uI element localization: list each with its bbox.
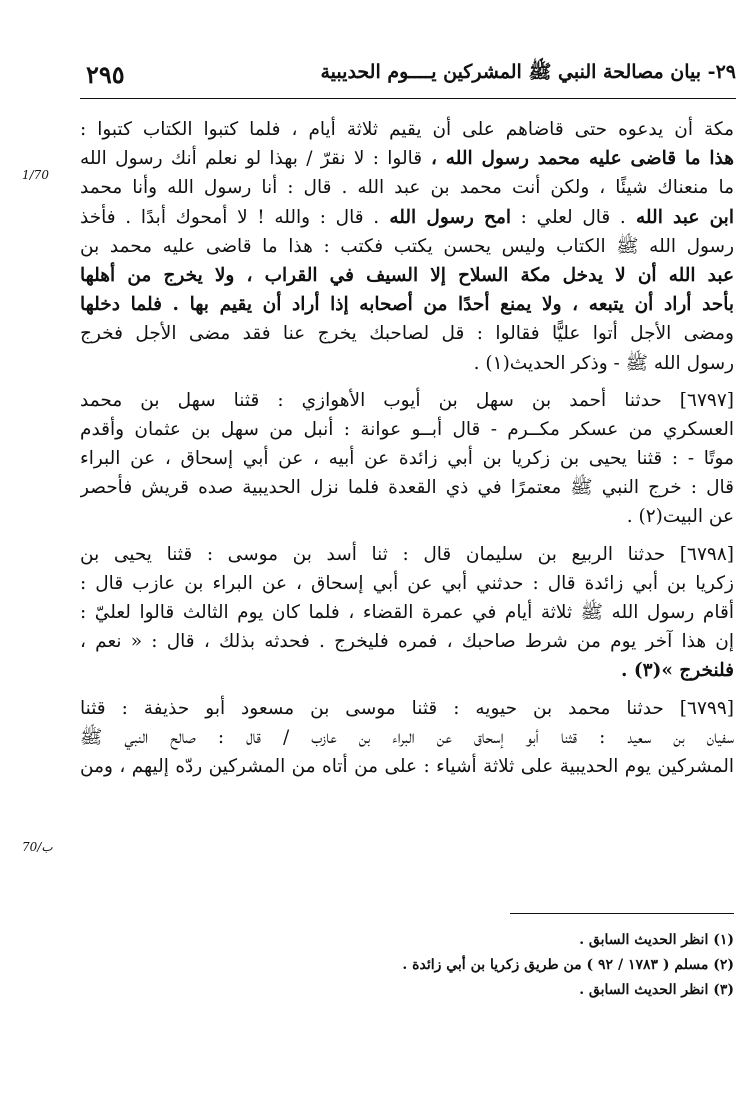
text-line: فلنخرج »(٣) . [621, 660, 734, 682]
text-line: عبد الله أن لا يدخل مكة السلاح إلا السيف في القراب ، ولا يخرج من أهلها [80, 264, 734, 286]
page-number: ٢٩٥ [86, 59, 125, 89]
text-line: أقام رسول الله ﷺ ثلاثة أيام في عمرة القضاء ، فلما كان يوم الثالث قالوا لعليّ : [80, 602, 734, 623]
text-line: ومضى الأجل أتوا عليًّا فقالوا : قل لصاحبك يخرج عنا فقد مضى الأجل فخرج [80, 323, 734, 345]
text-line: زكريا بن أبي زائدة قال : حدثني أبي عن أبي إسحاق ، عن البراء بن عازب قال : [80, 572, 734, 594]
text-line: مكة أن يدعوه حتى قاضاهم على أن يقيم ثلاثة أيام ، فلما كتبوا الكتاب كتبوا : [80, 119, 734, 140]
text-line: بأحد أراد أن يتبعه ، ولا يمنع أحدًا من أصحابه إذا أراد أن يقيم بها . فلما دخلها [80, 294, 734, 316]
text-line: المشركين يوم الحديبية على ثلاثة أشياء : على من أتاه من المشركين ردّه إليهم ، ومن [80, 755, 734, 777]
bold-phrase: امح رسول الله [379, 206, 512, 228]
text-line: [٦٧٩٩] حدثنا محمد بن حيويه : قثنا موسى بن مسعود أبو حذيفة : قثنا [80, 697, 734, 719]
text-span: قالوا : لا نقرّ / بهذا لو نعلم أنك رسول الله [80, 148, 423, 170]
hadith-6797 [80, 386, 734, 532]
bold-phrase: ابن عبد الله [625, 206, 734, 228]
footnote: (٣) انظر الحديث السابق . [579, 982, 734, 998]
text-line: موتًا - : قثنا يحيى بن زكريا بن أبي زائدة عن أبيه ، عن أبي إسحاق ، عن البراء [80, 448, 734, 470]
bold-phrase: هذا ما قاضى عليه محمد رسول الله ، [422, 148, 734, 170]
text-span: . قال : والله ! لا أمحوك أبدًا . فأخذ [80, 206, 380, 228]
text-line: قال : خرج النبي ﷺ معتمرًا في ذي القعدة فلما نزل الحديبية صده قريش فأُحصر [80, 477, 734, 499]
text-span: . قال لعلي : [511, 206, 626, 228]
hadith-6799 [80, 694, 734, 782]
footnote: (١) انظر الحديث السابق . [579, 932, 734, 948]
chapter-title: ٢٩- بيان مصالحة النبي ﷺ المشركين يــــوم الحديبية [320, 61, 736, 83]
text-line: [٦٧٩٧] حدثنا أحمد بن سهل بن أيوب الأهوازي : قثنا سهل بن محمد [80, 389, 734, 411]
header-rule [80, 98, 736, 99]
text-line: [٦٧٩٨] حدثنا الربيع بن سليمان قال : ثنا أسد بن موسى : قثنا يحيى بن [80, 543, 734, 565]
text-line: عن البيت(٢) . [626, 506, 734, 528]
text-line: إن هذا آخر يوم من شرط صاحبك ، فمره فليخرج . فحدثه بذلك ، قال : « نعم ، [80, 631, 734, 653]
hadith-6798 [80, 540, 734, 686]
footnote-separator [510, 913, 734, 914]
margin-note-folio-a: 1/70 [22, 168, 49, 182]
text-line: سفيان بن سعيد : قثنا أبو إسحاق عن البراء بن عازب / قال : صالح النبي ﷺ [80, 726, 734, 748]
paragraph [80, 115, 734, 378]
text-line: العسكري من عسكر مكــرم - قال أبــو عوانة : أنبل من سهل بن عثمان وأقدم [80, 418, 734, 440]
text-line [80, 203, 734, 232]
text-line: ما منعناك شيئًا ، ولكن أنت محمد بن عبد الله . قال : أنا رسول الله وأنا محمد [80, 177, 734, 199]
text-line: رسول الله ﷺ الكتاب وليس يحسن يكتب فكتب : هذا ما قاضى عليه محمد بن [80, 235, 734, 257]
margin-note-folio-b: 70/ب [22, 840, 53, 854]
text-line: رسول الله ﷺ - وذكر الحديث(١) . [473, 352, 734, 374]
text-line [80, 144, 734, 173]
footnote: (٢) مسلم ( ١٧٨٣ / ٩٢ ) من طريق زكريا بن أبي زائدة . [402, 957, 734, 973]
footnotes [300, 928, 734, 1003]
main-text [80, 115, 734, 781]
running-header [80, 52, 740, 96]
